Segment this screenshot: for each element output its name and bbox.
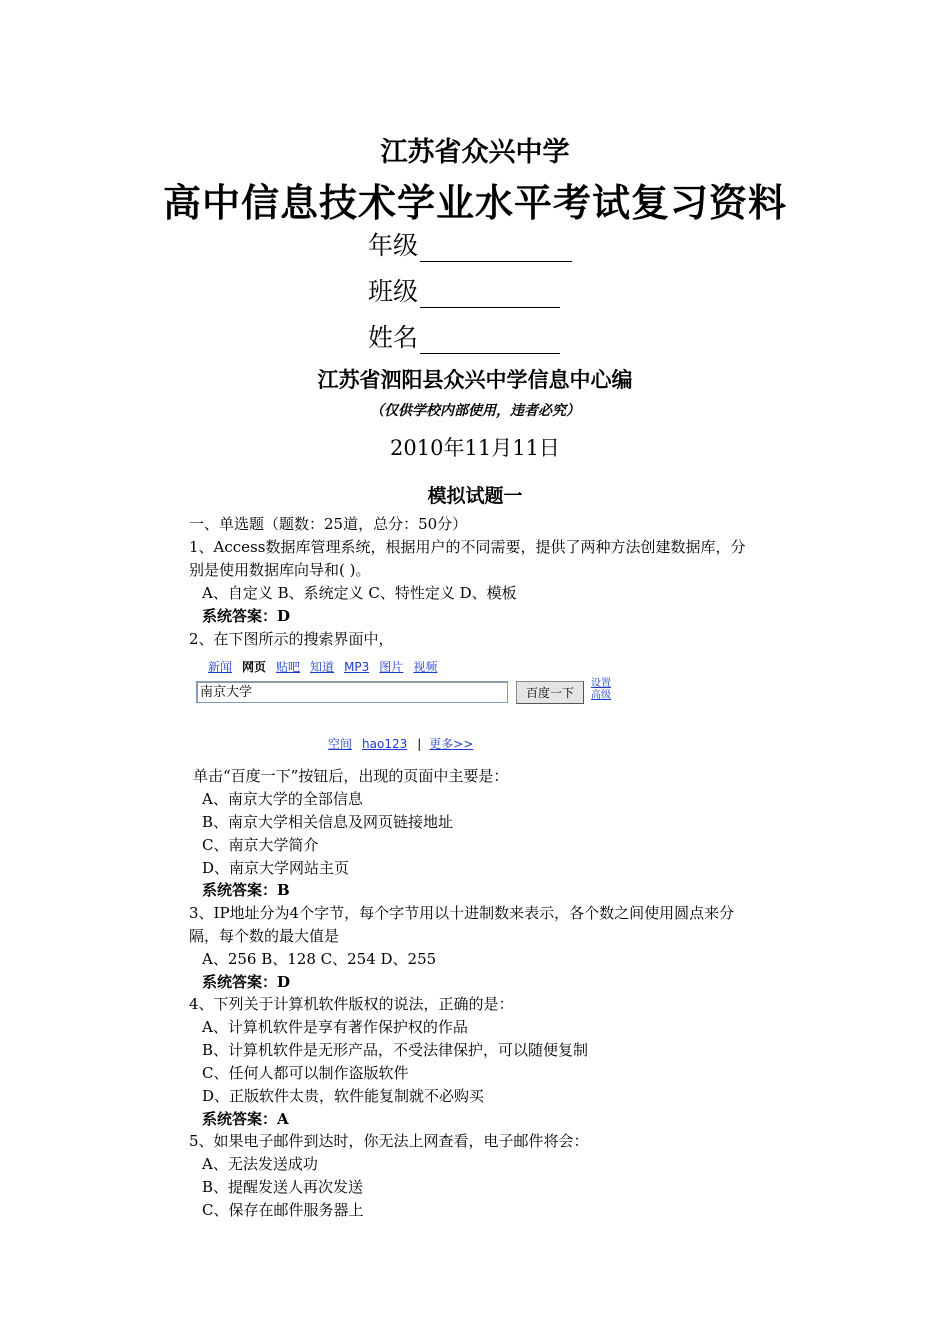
nav-zhidao-link[interactable]: 知道: [310, 660, 335, 674]
search-button[interactable]: 百度一下: [516, 681, 584, 704]
document-date: 2010年11月11日: [390, 436, 560, 460]
q2-answer: 系统答案：B: [202, 881, 290, 899]
grade-label: 年级: [368, 231, 419, 260]
q4-option-a: A、计算机软件是享有著作保护权的作品: [202, 1018, 468, 1036]
nav-web-tab[interactable]: 网页: [242, 660, 267, 674]
search-widget-image: [196, 658, 626, 758]
q1-options: A、自定义 B、系统定义 C、特性定义 D、模板: [202, 584, 517, 602]
q4-answer: 系统答案：A: [202, 1110, 289, 1128]
settings-links: [591, 678, 611, 702]
school-name: 江苏省众兴中学: [380, 137, 570, 168]
q5-option-b: B、提醒发送人再次发送: [202, 1178, 364, 1196]
space-link[interactable]: 空间: [328, 737, 353, 751]
search-nav: [208, 658, 447, 675]
class-label: 班级: [368, 277, 419, 306]
name-label: 姓名: [368, 323, 419, 352]
name-blank: [420, 327, 560, 354]
grade-field: [368, 226, 572, 262]
q3-text-line2: 隔，每个数的最大值是: [189, 927, 340, 945]
q3-answer: 系统答案：D: [202, 973, 291, 991]
editor-line: 江苏省泗阳县众兴中学信息中心编: [317, 367, 633, 392]
q2-option-d: D、南京大学网站主页: [202, 859, 350, 877]
settings-link[interactable]: 设置: [591, 678, 611, 689]
nav-video-link[interactable]: 视频: [413, 660, 438, 674]
advanced-link[interactable]: 高级: [591, 690, 611, 701]
q4-option-b: B、计算机软件是无形产品，不受法律保护，可以随便复制: [202, 1041, 589, 1059]
link-separator: |: [417, 737, 422, 751]
hao123-link[interactable]: hao123: [362, 737, 408, 751]
usage-notice: （仅供学校内部使用，违者必究）: [370, 403, 580, 419]
nav-images-link[interactable]: 图片: [379, 660, 404, 674]
q2-option-c: C、南京大学简介: [202, 836, 319, 854]
q1-text-line2: 别是使用数据库向导和( )。: [189, 561, 371, 579]
nav-mp3-link[interactable]: MP3: [344, 660, 370, 674]
q4-text: 4、下列关于计算机软件版权的说法，正确的是：: [189, 995, 514, 1013]
q2-option-b: B、南京大学相关信息及网页链接地址: [202, 813, 454, 831]
q4-option-c: C、任何人都可以制作盗版软件: [202, 1064, 409, 1082]
q1-text-line1: 1、Access数据库管理系统，根据用户的不同需要，提供了两种方法创建数据库，分: [189, 538, 746, 556]
search-input[interactable]: 南京大学: [196, 681, 508, 703]
q2-prompt: 单击“百度一下”按钮后，出现的页面中主要是：: [193, 767, 509, 785]
more-link[interactable]: 更多>>: [429, 737, 474, 751]
q3-options: A、256 B、128 C、254 D、255: [202, 950, 437, 968]
q2-option-a: A、南京大学的全部信息: [202, 790, 363, 808]
grade-blank: [420, 235, 572, 262]
q2-text: 2、在下图所示的搜索界面中，: [189, 630, 394, 648]
section-heading: 一、单选题（题数：25道，总分：50分）: [189, 515, 468, 533]
document-title: 高中信息技术学业水平考试复习资料: [162, 181, 787, 225]
q5-option-a: A、无法发送成功: [202, 1155, 318, 1173]
class-field: [368, 272, 560, 308]
q3-text-line1: 3、IP地址分为4个字节，每个字节用以十进制数来表示，各个数之间使用圆点来分: [189, 904, 735, 922]
name-field: [368, 318, 560, 354]
class-blank: [420, 281, 560, 308]
exam-title: 模拟试题一: [427, 485, 523, 507]
nav-news-link[interactable]: 新闻: [208, 660, 233, 674]
q4-option-d: D、正版软件太贵，软件能复制就不必购买: [202, 1087, 485, 1105]
q1-answer: 系统答案：D: [202, 607, 291, 625]
q5-option-c: C、保存在邮件服务器上: [202, 1201, 364, 1219]
nav-tieba-link[interactable]: 贴吧: [276, 660, 301, 674]
bottom-links: [328, 735, 483, 752]
q5-text: 5、如果电子邮件到达时，你无法上网查看，电子邮件将会：: [189, 1132, 589, 1150]
